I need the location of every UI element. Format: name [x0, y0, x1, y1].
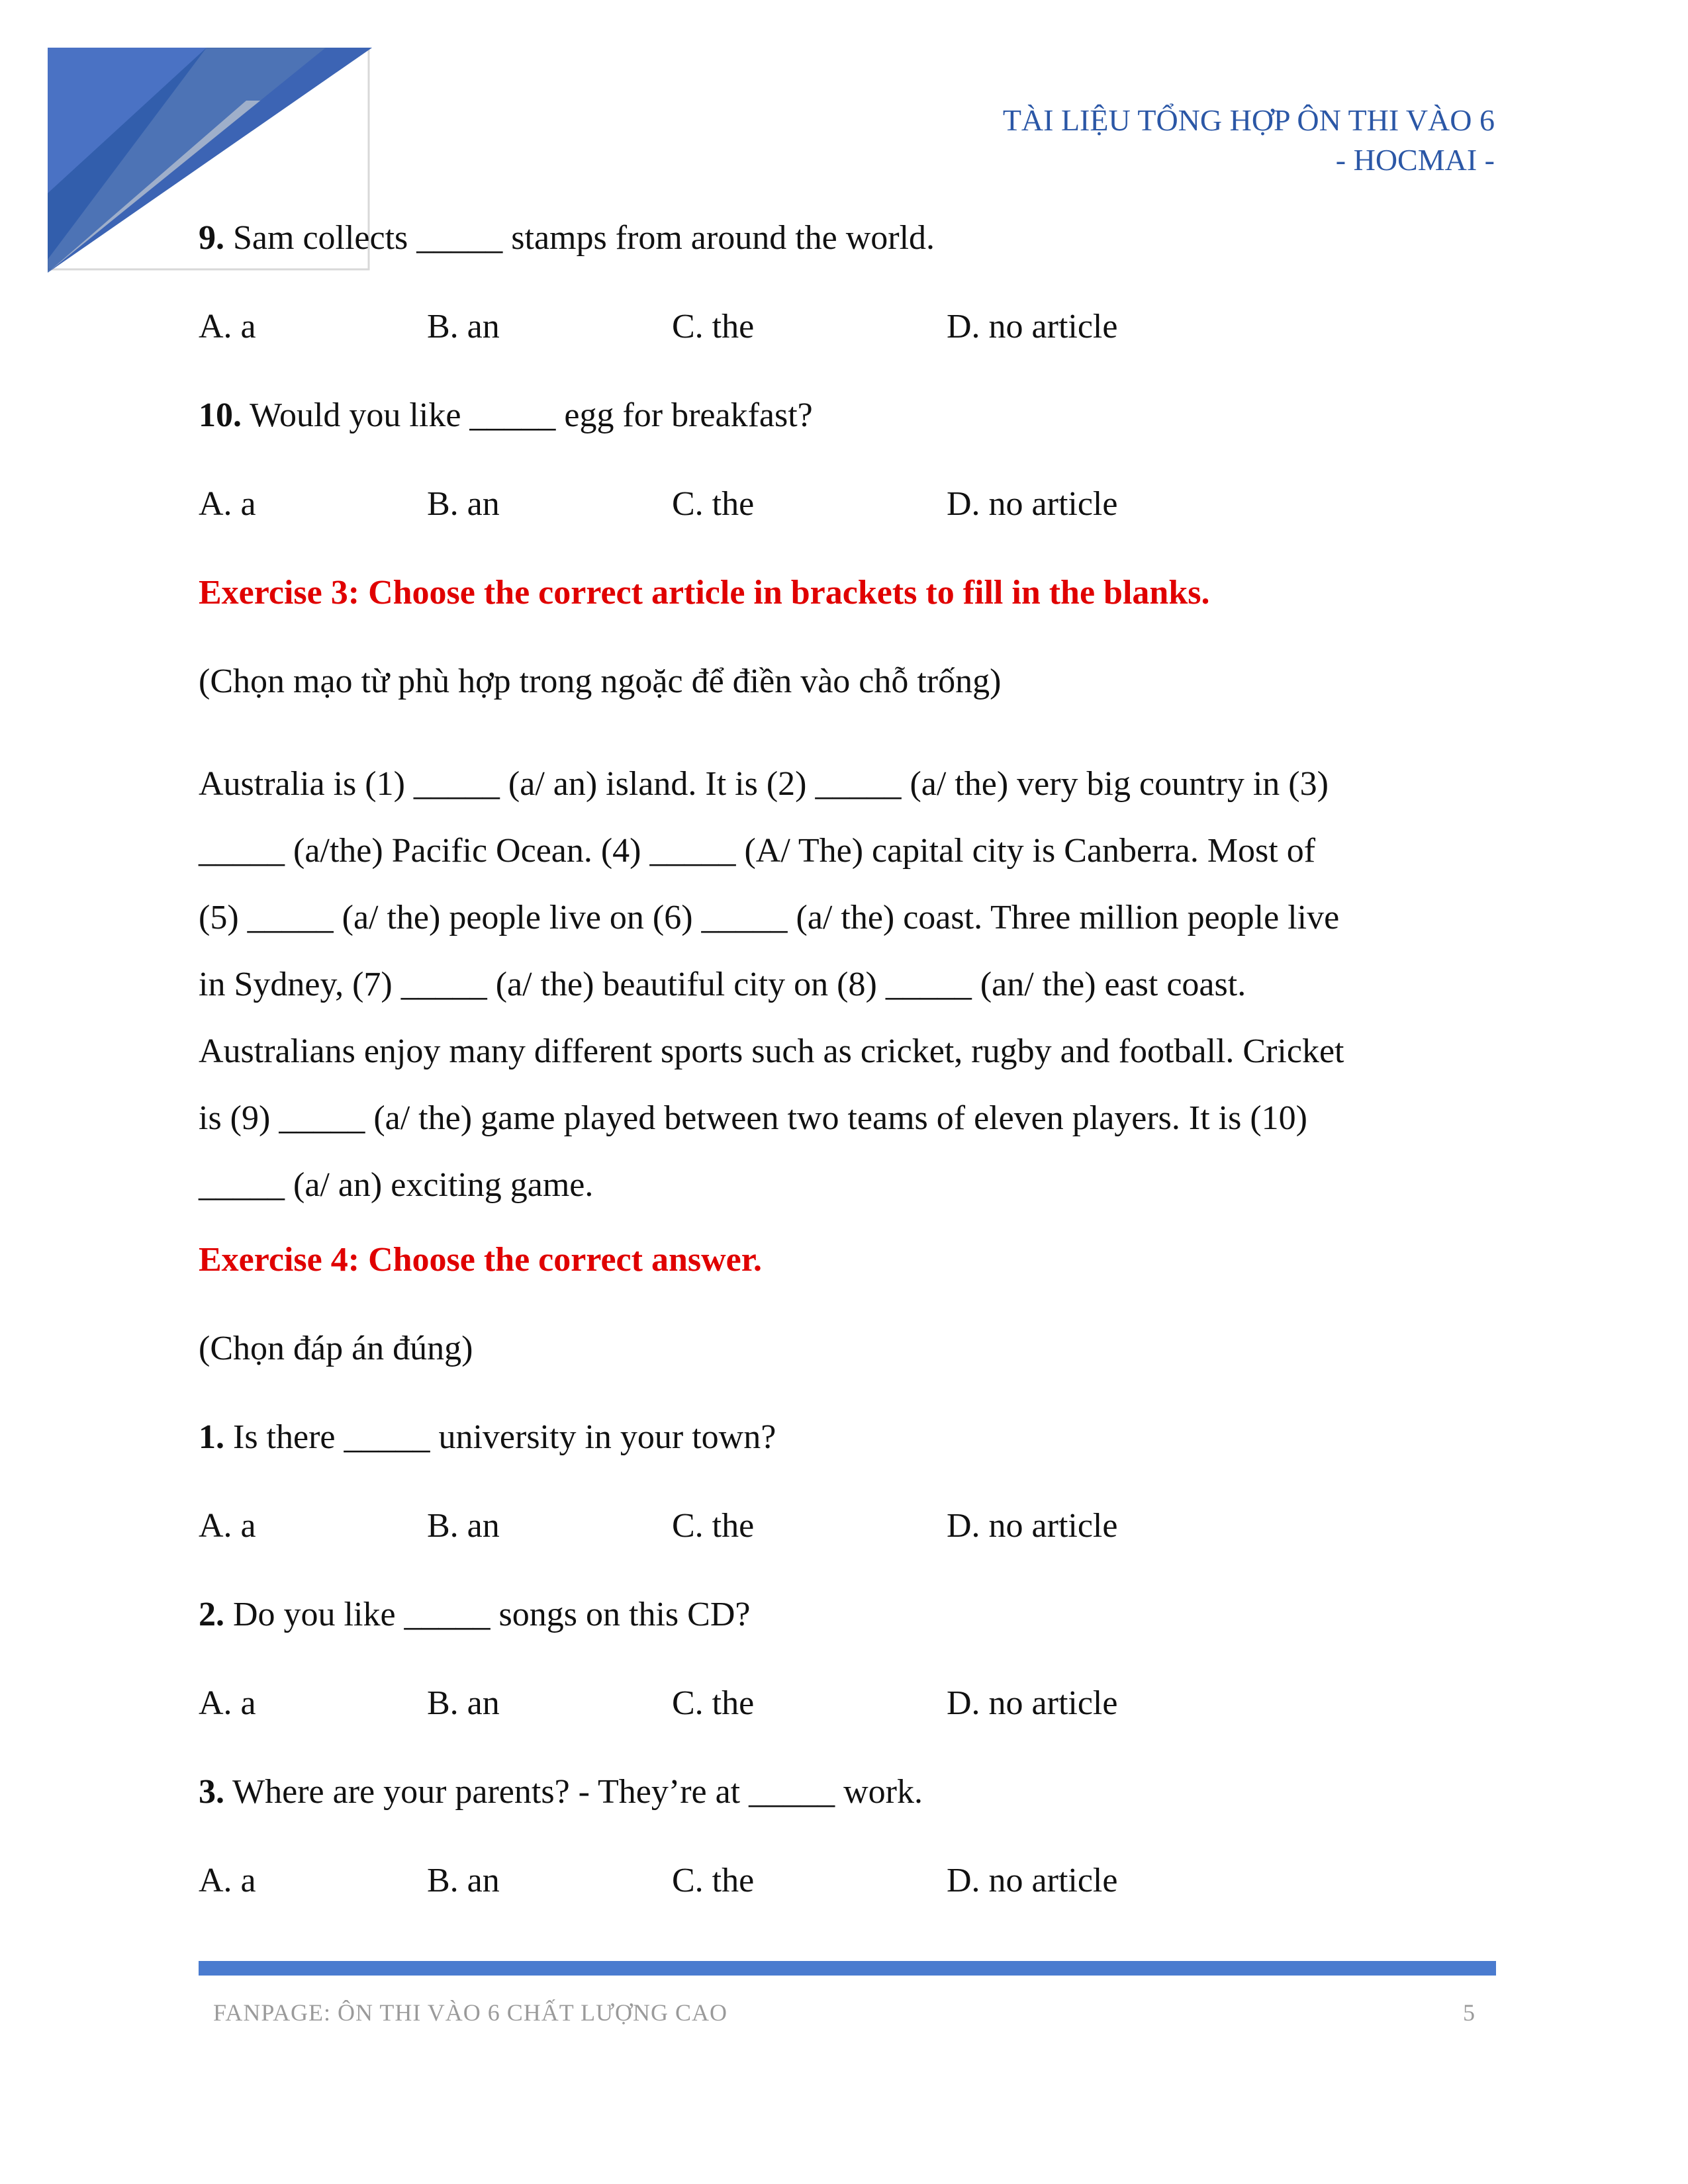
question-10	[199, 396, 1496, 484]
exercise-3-passage	[199, 751, 1489, 1218]
option-a: A. a	[199, 1507, 256, 1545]
question-3-options	[199, 1861, 1496, 1950]
exercise-3-title: Exercise 3: Choose the correct article in brackets to fill in the blanks.	[199, 574, 1210, 612]
exercise-4-subtitle: (Chọn đáp án đúng)	[199, 1330, 473, 1367]
question-2-options	[199, 1684, 1496, 1772]
header-title: TÀI LIỆU TỔNG HỢP ÔN THI VÀO 6	[1002, 103, 1495, 137]
passage-line: _____ (a/ an) exciting game.	[199, 1166, 594, 1204]
passage-line: is (9) _____ (a/ the) game played between two teams of eleven players. It is (10)	[199, 1099, 1307, 1137]
question-1-options	[199, 1506, 1496, 1595]
option-b: B. an	[427, 1507, 500, 1545]
question-9-options	[199, 307, 1496, 396]
option-d: D. no article	[947, 1507, 1118, 1545]
question-9	[199, 218, 1496, 307]
question-number: 2.	[199, 1596, 224, 1633]
question-text: Sam collects _____ stamps from around the world.	[224, 219, 935, 257]
passage-line: Australia is (1) _____ (a/ an) island. It is (2) _____ (a/ the) very big country in (3)	[199, 765, 1329, 803]
option-d: D. no article	[947, 1862, 1118, 1899]
option-b: B. an	[427, 1862, 500, 1899]
option-b: B. an	[427, 308, 500, 345]
option-a: A. a	[199, 308, 256, 345]
option-a: A. a	[199, 485, 256, 523]
option-d: D. no article	[947, 308, 1118, 345]
question-2	[199, 1595, 1496, 1684]
question-number: 1.	[199, 1418, 224, 1456]
footer-fanpage: FANPAGE: ÔN THI VÀO 6 CHẤT LƯỢNG CAO	[213, 1999, 727, 2026]
question-number: 9.	[199, 219, 224, 257]
page-number: 5	[1463, 1999, 1475, 2026]
passage-line: in Sydney, (7) _____ (a/ the) beautiful city on (8) _____ (an/ the) east coast.	[199, 966, 1246, 1003]
question-1	[199, 1418, 1496, 1506]
option-a: A. a	[199, 1684, 256, 1722]
passage-line: _____ (a/the) Pacific Ocean. (4) _____ (A/ The) capital city is Canberra. Most of	[199, 832, 1316, 870]
document-header	[1003, 101, 1495, 180]
question-text: Where are your parents? - They’re at _____ work.	[224, 1773, 923, 1811]
option-c: C. the	[672, 1684, 755, 1722]
option-b: B. an	[427, 485, 500, 523]
exercise-4-title: Exercise 4: Choose the correct answer.	[199, 1241, 763, 1279]
question-text: Is there _____ university in your town?	[224, 1418, 776, 1456]
question-3	[199, 1772, 1496, 1861]
option-c: C. the	[672, 485, 755, 523]
question-number: 3.	[199, 1773, 224, 1811]
passage-line: Australians enjoy many different sports such as cricket, rugby and football. Cricket	[199, 1032, 1344, 1070]
header-subtitle: - HOCMAI -	[1335, 143, 1495, 177]
question-10-options	[199, 484, 1496, 573]
document-body	[199, 218, 1496, 1950]
exercise-3-subtitle: (Chọn mạo từ phù hợp trong ngoặc để điền vào chỗ trống)	[199, 662, 1002, 700]
option-b: B. an	[427, 1684, 500, 1722]
option-c: C. the	[672, 1862, 755, 1899]
question-text: Do you like _____ songs on this CD?	[224, 1596, 751, 1633]
option-d: D. no article	[947, 485, 1118, 523]
footer-divider	[199, 1961, 1496, 1976]
question-number: 10.	[199, 396, 242, 434]
option-c: C. the	[672, 1507, 755, 1545]
option-c: C. the	[672, 308, 755, 345]
question-text: Would you like _____ egg for breakfast?	[242, 396, 813, 434]
option-d: D. no article	[947, 1684, 1118, 1722]
passage-line: (5) _____ (a/ the) people live on (6) _____ (a/ the) coast. Three million people live	[199, 899, 1340, 936]
option-a: A. a	[199, 1862, 256, 1899]
